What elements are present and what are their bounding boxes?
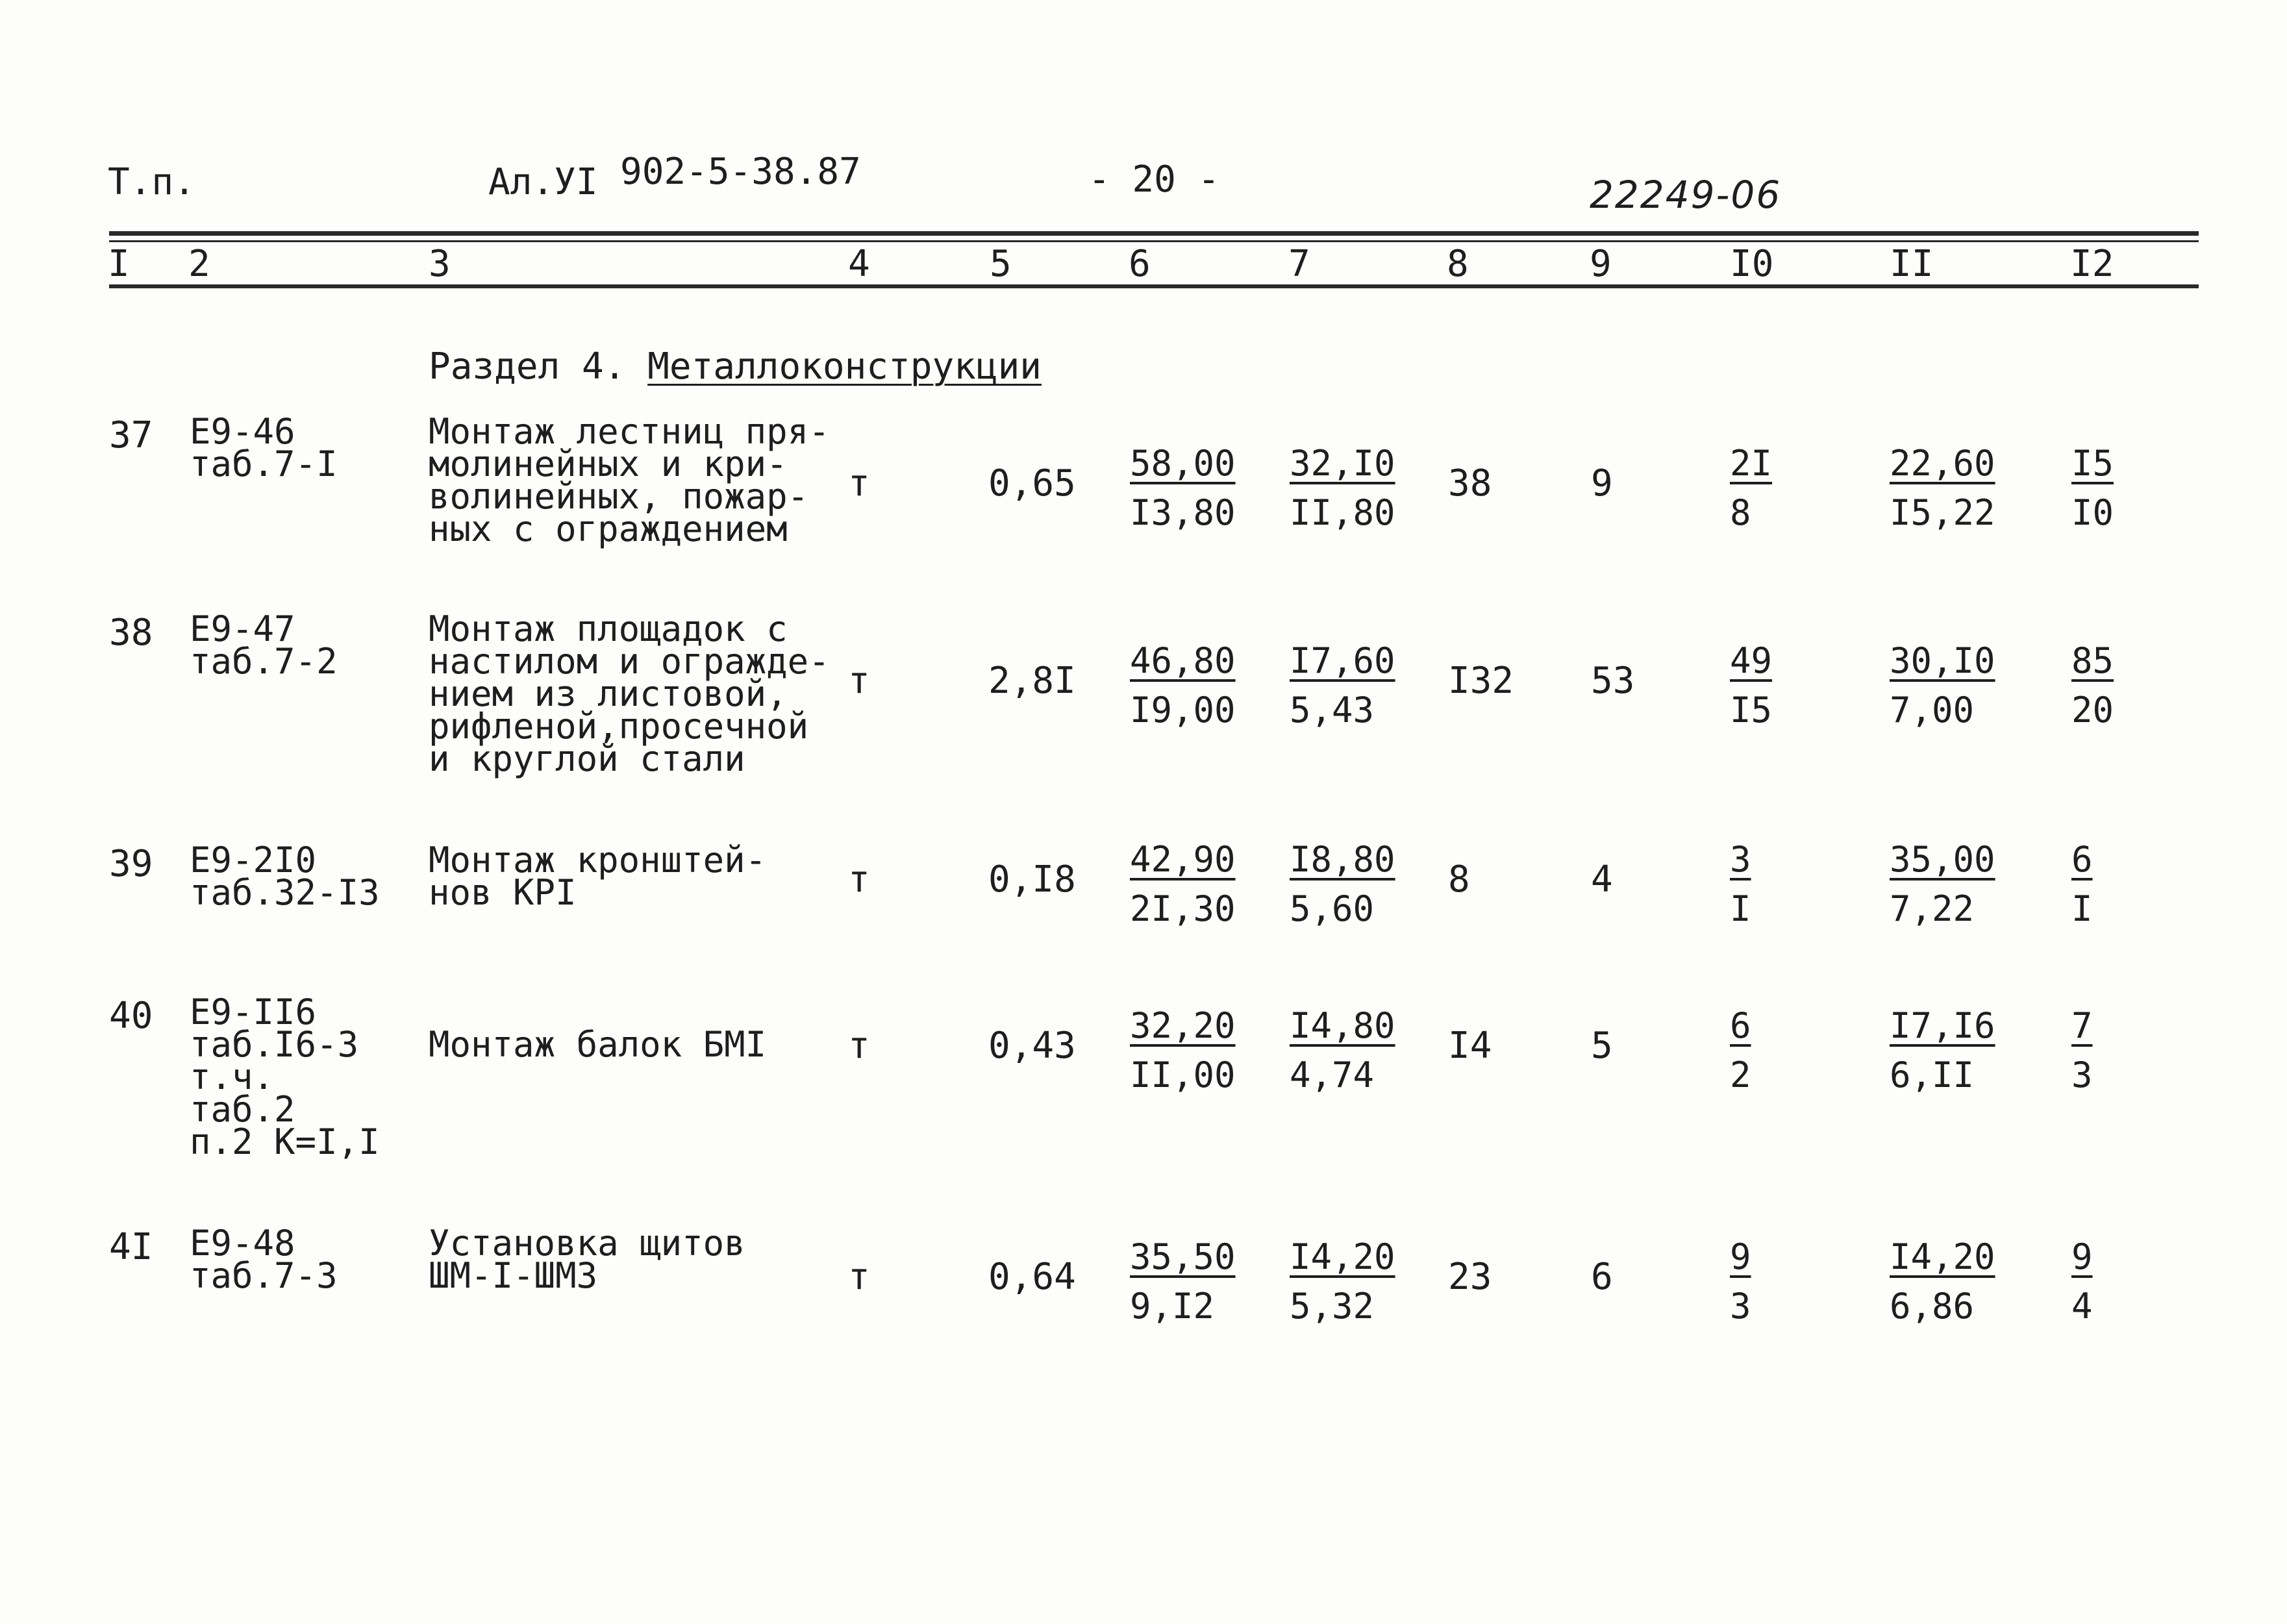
col12-top: 9 [2071,1236,2093,1277]
header-rule-top [109,231,2199,236]
col11-top: I4,20 [1890,1236,1995,1277]
col10-bottom: I5 [1730,690,1773,731]
col6-fraction [1130,835,1236,934]
col11-top: 22,60 [1890,443,1995,484]
column-number-3: 3 [429,243,451,285]
col6-bottom: 9,I2 [1130,1286,1215,1327]
column-number-11: II [1890,243,1934,285]
unit: т [848,1256,870,1298]
col12-fraction [2071,636,2114,735]
col7-top: I4,20 [1290,1236,1395,1277]
work-description [429,608,830,779]
col11-fraction [1890,1232,1995,1331]
column-number-8: 8 [1447,243,1469,285]
column-number-12: I2 [2070,243,2114,285]
column-number-6: 6 [1129,243,1151,285]
column-number-7: 7 [1288,243,1310,285]
col6-bottom: I9,00 [1130,690,1236,731]
description-line: ШМ-I-ШМ3 [429,1255,598,1296]
header-rule-bottom [109,284,2199,288]
col7-bottom: 4,74 [1290,1055,1375,1095]
column-number-1: I [108,243,130,285]
col6-bottom: I3,80 [1130,492,1236,533]
col8-value: I4 [1448,1025,1492,1067]
norm-code-line: Е9-II6 [190,992,317,1032]
col6-top: 32,20 [1130,1005,1236,1046]
description-line: рифленой,просечной [429,706,809,747]
col6-top: 46,80 [1130,640,1236,681]
col12-bottom: I [2071,888,2093,929]
norm-code-line: т.ч. [190,1056,275,1097]
col7-fraction [1290,636,1395,735]
col10-fraction [1730,636,1772,735]
col11-fraction [1890,636,1995,735]
col6-fraction [1130,1232,1236,1331]
col11-fraction [1890,439,1995,538]
quantity: 0,I8 [988,858,1076,901]
norm-code-line: Е9-48 [190,1223,295,1264]
header-album: Ал.УI [488,161,598,203]
col11-bottom: 7,00 [1890,690,1975,731]
col7-top: I4,80 [1290,1005,1395,1046]
col11-top: I7,I6 [1890,1005,1995,1046]
work-description [429,840,767,913]
col11-bottom: I5,22 [1890,492,1995,533]
col9-value: 5 [1591,1025,1613,1067]
col10-fraction [1730,1232,1751,1331]
col12-top: 6 [2071,839,2093,880]
row-number: 4I [109,1226,153,1268]
description-line: молинейных и кри- [429,443,788,484]
header-project: 902-5-38.87 [620,151,861,193]
description-line: ных с ограждением [429,508,788,549]
col10-fraction [1730,1001,1751,1100]
col10-top: 49 [1730,640,1773,681]
col7-top: I7,60 [1290,640,1395,681]
row-number: 37 [109,414,153,456]
col12-top: 7 [2071,1005,2093,1046]
section-name: Металлоконструкции [647,345,1042,388]
col7-fraction [1290,439,1395,538]
work-description [429,1024,767,1065]
description-line: Монтаж кронштей- [429,840,767,881]
norm-code-line: таб.7-2 [190,641,338,682]
description-line: настилом и огражде- [429,641,830,682]
col12-bottom: I0 [2071,492,2114,533]
quantity: 2,8I [988,660,1076,702]
col11-fraction [1890,835,1995,934]
description-line: Монтаж балок БМI [429,1024,767,1065]
col9-value: 4 [1591,858,1613,901]
col10-top: 3 [1730,839,1751,880]
norm-code-line: таб.7-3 [190,1255,338,1296]
column-number-9: 9 [1590,243,1612,285]
col6-fraction [1130,636,1236,735]
col10-fraction [1730,835,1751,934]
section-prefix: Раздел 4. [429,345,626,388]
col7-bottom: 5,43 [1290,690,1375,731]
header-tp: Т.п. [108,161,195,203]
col7-bottom: 5,60 [1290,888,1375,929]
unit: т [848,858,870,901]
norm-code-line: Е9-46 [190,411,295,452]
col10-bottom: 8 [1730,492,1751,533]
col12-fraction [2071,1001,2093,1100]
row-number: 38 [109,612,153,654]
norm-code-line: таб.2 [190,1089,295,1130]
col12-fraction [2071,835,2093,934]
col10-bottom: 3 [1730,1286,1751,1327]
col10-bottom: I [1730,888,1751,929]
col7-fraction [1290,1232,1395,1331]
col6-top: 42,90 [1130,839,1236,880]
header-page-number: - 20 - [1088,158,1220,201]
col12-fraction [2071,439,2114,538]
col9-value: 6 [1591,1256,1613,1298]
col6-fraction [1130,439,1236,538]
col10-top: 9 [1730,1236,1751,1277]
col11-fraction [1890,1001,1995,1100]
norm-code [190,608,338,682]
quantity: 0,65 [988,462,1076,505]
col9-value: 9 [1591,462,1613,505]
col6-top: 58,00 [1130,443,1236,484]
quantity: 0,64 [988,1256,1076,1298]
unit: т [848,660,870,702]
col8-value: 23 [1448,1256,1492,1298]
col10-fraction [1730,439,1772,538]
col12-top: 85 [2071,640,2114,681]
col8-value: 38 [1448,462,1492,505]
col10-top: 6 [1730,1005,1751,1046]
norm-code [190,992,380,1162]
norm-code-line: Е9-2I0 [190,840,317,881]
description-line: нов КРI [429,872,577,913]
col11-top: 35,00 [1890,839,1995,880]
col6-bottom: 2I,30 [1130,888,1236,929]
col7-bottom: 5,32 [1290,1286,1375,1327]
norm-code [190,840,380,913]
column-number-4: 4 [848,243,870,285]
col12-bottom: 3 [2071,1055,2093,1095]
col7-bottom: II,80 [1290,492,1395,533]
norm-code [190,411,338,484]
norm-code [190,1223,338,1296]
norm-code-line: таб.7-I [190,443,338,484]
description-line: и круглой стали [429,738,745,779]
section-title [429,345,1042,388]
description-line: Установка щитов [429,1223,745,1264]
col8-value: I32 [1448,660,1514,702]
norm-code-line: п.2 К=I,I [190,1121,380,1162]
description-line: Монтаж лестниц пря- [429,411,830,452]
norm-code-line: Е9-47 [190,608,295,649]
col11-top: 30,I0 [1890,640,1995,681]
col10-top: 2I [1730,443,1773,484]
col8-value: 8 [1448,858,1470,901]
col11-bottom: 6,II [1890,1055,1975,1095]
col6-fraction [1130,1001,1236,1100]
work-description [429,1223,745,1296]
col7-top: I8,80 [1290,839,1395,880]
column-number-5: 5 [990,243,1012,285]
col12-top: I5 [2071,443,2114,484]
col6-bottom: II,00 [1130,1055,1236,1095]
col6-top: 35,50 [1130,1236,1236,1277]
description-line: нием из листовой, [429,673,788,714]
norm-code-line: таб.I6-3 [190,1024,359,1065]
col7-top: 32,I0 [1290,443,1395,484]
row-number: 40 [109,995,153,1037]
col12-bottom: 20 [2071,690,2114,731]
col11-bottom: 7,22 [1890,888,1975,929]
col12-bottom: 4 [2071,1286,2093,1327]
row-number: 39 [109,843,153,885]
work-description [429,411,830,549]
col7-fraction [1290,835,1395,934]
header-doc-number: 22249-06 [1590,173,1782,217]
header-rule-mid [109,240,2199,242]
norm-code-line: таб.32-I3 [190,872,380,913]
column-number-10: I0 [1730,243,1774,285]
col10-bottom: 2 [1730,1055,1751,1095]
col9-value: 53 [1591,660,1635,702]
unit: т [848,462,870,505]
column-number-2: 2 [188,243,210,285]
col12-fraction [2071,1232,2093,1331]
col11-bottom: 6,86 [1890,1286,1975,1327]
description-line: Монтаж площадок с [429,608,788,649]
col7-fraction [1290,1001,1395,1100]
unit: т [848,1025,870,1067]
description-line: волинейных, пожар- [429,476,809,517]
quantity: 0,43 [988,1025,1076,1067]
